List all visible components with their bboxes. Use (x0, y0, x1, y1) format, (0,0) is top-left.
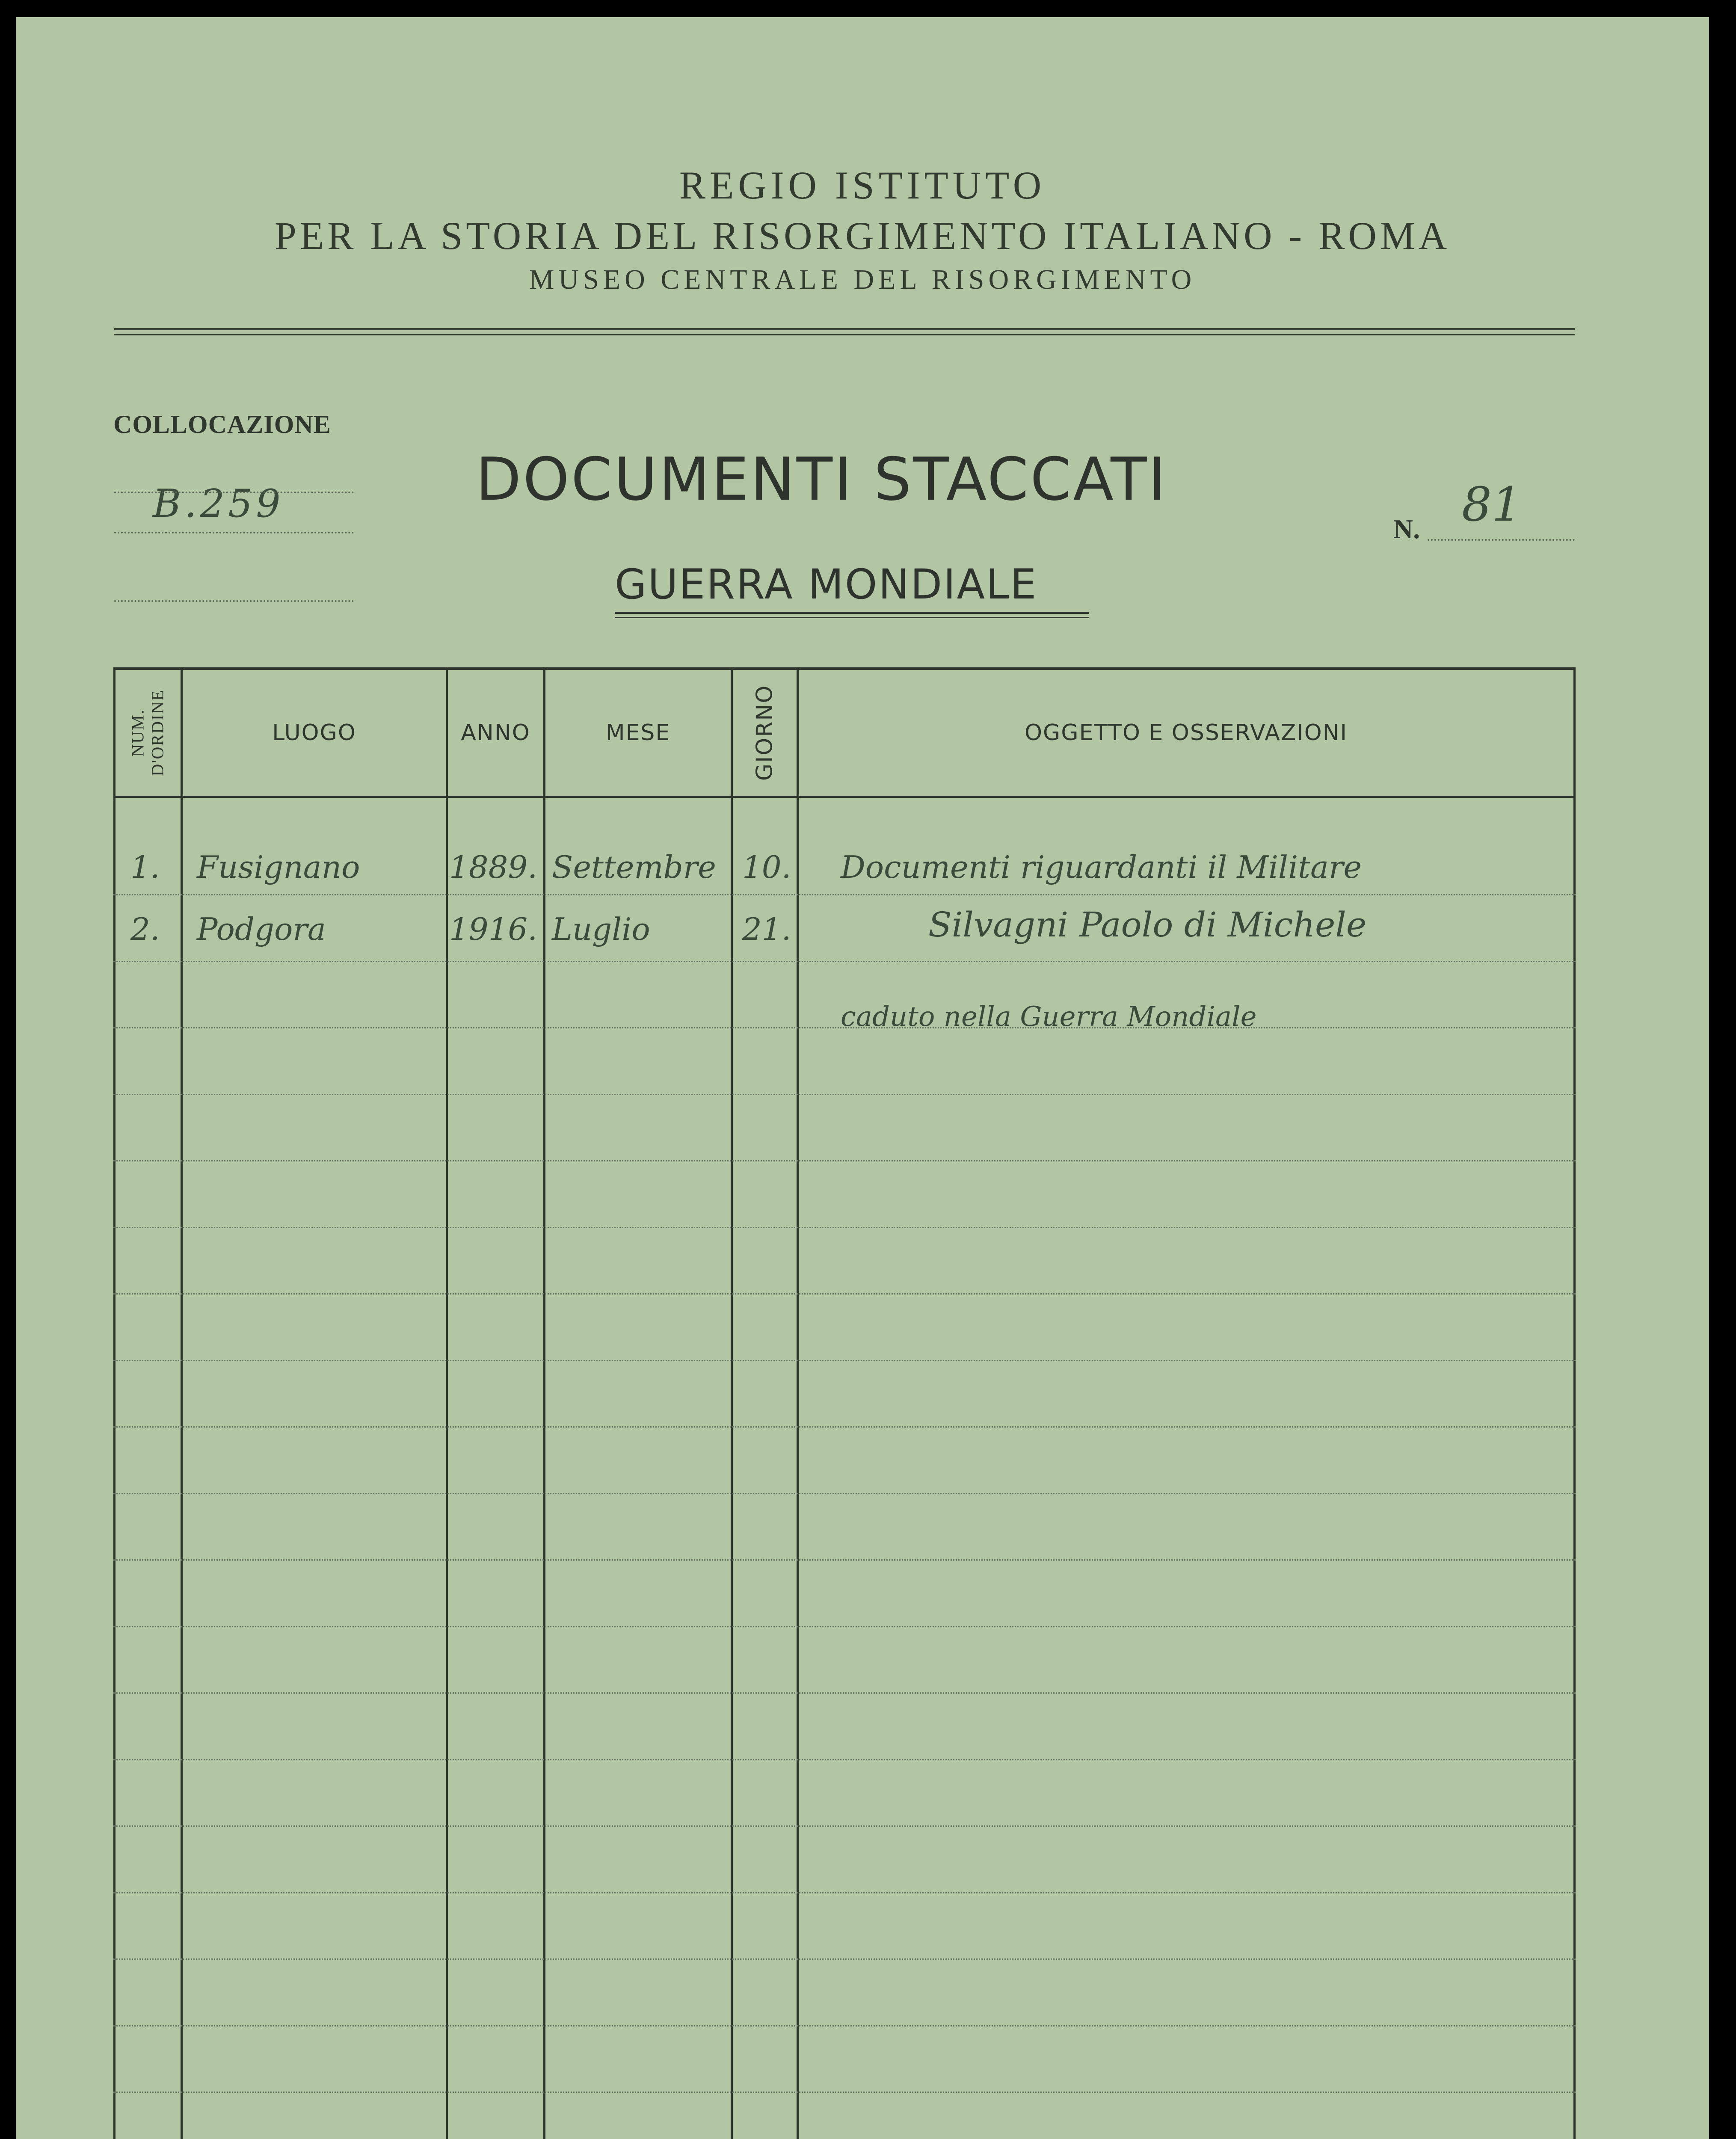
ruled-line (113, 1759, 1576, 1760)
col-border (1573, 667, 1576, 2139)
row-2-luogo: Podgora (197, 911, 326, 947)
ruled-line (113, 1692, 1576, 1694)
collocazione-value: B.259 (153, 481, 284, 526)
ruled-line (113, 1825, 1576, 1827)
ruled-line (113, 961, 1576, 962)
subtitle-underline-thin (615, 617, 1089, 618)
ruled-line (113, 1958, 1576, 1960)
register-table (113, 667, 1576, 2139)
row-1-luogo: Fusignano (197, 849, 360, 885)
column-header-anno: ANNO (461, 720, 530, 746)
row-3-oggetto: caduto nella Guerra Mondiale (841, 1001, 1257, 1033)
number-line (1428, 539, 1575, 541)
number-value: 81 (1462, 477, 1522, 532)
col-border (446, 667, 448, 2139)
row-1-oggetto: Documenti riguardanti il Militare (841, 849, 1362, 885)
ruled-line (113, 1626, 1576, 1627)
collocazione-label: COLLOCAZIONE (113, 410, 331, 438)
ruled-line (113, 1160, 1576, 1161)
row-1-mese: Settembre (552, 849, 716, 885)
ruled-line (113, 1426, 1576, 1428)
ruled-line (113, 1094, 1576, 1095)
ruled-line (113, 2025, 1576, 2026)
row-1-anno: 1889. (449, 849, 538, 885)
ruled-line (113, 2092, 1576, 2093)
ruled-line (113, 1559, 1576, 1561)
row-1-giorno: 10. (742, 849, 791, 885)
ruled-line (113, 1227, 1576, 1228)
subtitle-underline (615, 612, 1089, 614)
document-title: DOCUMENTI STACCATI (476, 445, 1168, 514)
col-border (731, 667, 733, 2139)
col-border (113, 667, 116, 2139)
row-2-oggetto: Silvagni Paolo di Michele (928, 905, 1367, 945)
col-border (181, 667, 183, 2139)
column-header-num: NUM. D'ORDINE (128, 689, 167, 776)
header-rule (114, 328, 1575, 330)
column-header-oggetto: OGGETTO E OSSERVAZIONI (1025, 720, 1348, 746)
number-label: N. (1393, 514, 1420, 544)
document-subtitle: GUERRA MONDIALE (615, 560, 1038, 608)
row-2-num: 2. (130, 911, 160, 947)
row-1-num: 1. (130, 849, 160, 885)
row-2-giorno: 21. (742, 911, 791, 947)
column-header-mese: MESE (605, 720, 671, 746)
ruled-line (113, 1892, 1576, 1893)
ruled-line (113, 894, 1576, 895)
table-header-border (113, 796, 1576, 798)
collocazione-line-3 (114, 600, 354, 602)
document-sheet (16, 17, 1709, 2139)
row-2-anno: 1916. (449, 911, 538, 947)
ruled-line (113, 1360, 1576, 1361)
header-rule-thin (114, 334, 1575, 335)
column-header-giorno: GIORNO (752, 684, 778, 781)
ruled-line (113, 1493, 1576, 1494)
row-2-mese: Luglio (552, 911, 650, 947)
col-border (543, 667, 545, 2139)
column-header-luogo: LUOGO (272, 720, 356, 746)
ruled-line (113, 1293, 1576, 1295)
col-border (797, 667, 799, 2139)
museum-name: MUSEO CENTRALE DEL RISORGIMENTO (529, 264, 1196, 295)
collocazione-line-2 (114, 532, 354, 533)
collocazione-line-1 (114, 492, 354, 493)
institute-name: REGIO ISTITUTO (679, 163, 1046, 207)
institute-subtitle: PER LA STORIA DEL RISORGIMENTO ITALIANO - ROMA (274, 214, 1451, 258)
